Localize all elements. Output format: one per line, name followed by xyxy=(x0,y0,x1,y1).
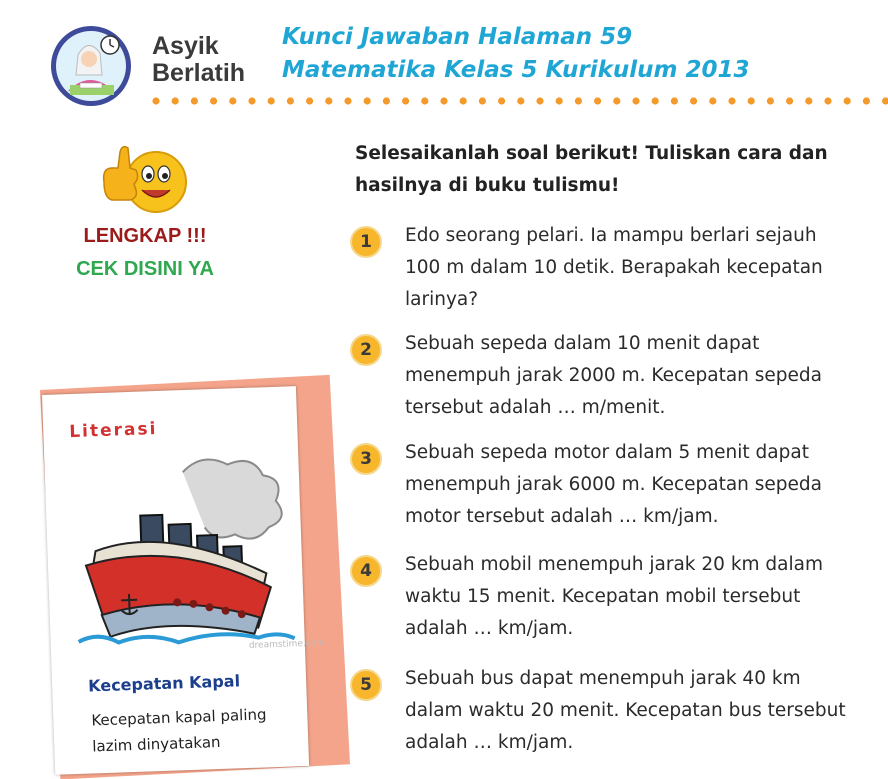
divider-dot xyxy=(824,97,831,104)
divider-dot xyxy=(748,97,755,104)
question-number-badge: 5 xyxy=(350,669,382,701)
promo-check-here-link[interactable]: CEK DISINI YA xyxy=(76,258,214,280)
divider-dot xyxy=(479,97,486,104)
divider-dot xyxy=(575,97,582,104)
divider-dot xyxy=(498,97,505,104)
divider-dot xyxy=(268,97,275,104)
divider-dot xyxy=(210,97,217,104)
divider-dot xyxy=(690,97,697,104)
promo-complete-text: LENGKAP !!! xyxy=(83,225,207,247)
divider-dot xyxy=(306,97,313,104)
divider-dot xyxy=(671,97,678,104)
divider-dot xyxy=(863,97,870,104)
divider-dot xyxy=(402,97,409,104)
image-watermark: dreamstime.com xyxy=(248,638,326,651)
question-number-badge: 2 xyxy=(350,334,382,366)
divider-dot xyxy=(152,97,159,104)
studying-girl-logo-icon xyxy=(50,25,132,107)
divider-dot xyxy=(172,97,179,104)
badge-title xyxy=(152,33,245,87)
ship-illustration xyxy=(52,448,326,656)
divider-dot xyxy=(709,97,716,104)
literacy-card xyxy=(42,386,326,775)
divider-dot xyxy=(191,97,198,104)
divider-dot xyxy=(440,97,447,104)
divider-dot xyxy=(460,97,467,104)
exercise-instruction: Selesaikanlah soal berikut! Tuliskan cara dan hasilnya di buku tulismu! xyxy=(355,143,828,196)
divider-dot xyxy=(556,97,563,104)
divider-dot xyxy=(364,97,371,104)
page-title-line-1: Kunci Jawaban Halaman 59 xyxy=(282,24,633,50)
question-number-badge: 3 xyxy=(350,443,382,475)
divider-dot xyxy=(767,97,774,104)
divider-dot xyxy=(805,97,812,104)
divider-dot xyxy=(248,97,255,104)
divider-dot xyxy=(383,97,390,104)
badge-line-2: Berlatih xyxy=(152,59,246,87)
dotted-divider xyxy=(150,94,888,108)
divider-dot xyxy=(229,97,236,104)
card-heading: Kecepatan Kapal xyxy=(87,671,241,696)
question-number-badge: 1 xyxy=(350,226,382,258)
literacy-label: Literasi xyxy=(68,419,158,443)
divider-dot xyxy=(325,97,332,104)
divider-dot xyxy=(882,97,888,104)
divider-dot xyxy=(632,97,639,104)
divider-dot xyxy=(344,97,351,104)
divider-dot xyxy=(844,97,851,104)
question-number-badge: 4 xyxy=(350,555,382,587)
thumbs-up-emoji-icon xyxy=(98,138,190,216)
question-text: Sebuah sepeda motor dalam 5 menit dapat menempuh jarak 6000 m. Kecepatan sepeda motor tersebut adalah … km/jam. xyxy=(405,442,823,527)
divider-dot xyxy=(652,97,659,104)
divider-dot xyxy=(613,97,620,104)
question-text: Edo seorang pelari. Ia mampu berlari sejauh 100 m dalam 10 detik. Berapakah kecepatan larinya? xyxy=(405,225,823,310)
divider-dot xyxy=(594,97,601,104)
divider-dot xyxy=(786,97,793,104)
divider-dot xyxy=(421,97,428,104)
question-text: Sebuah bus dapat menempuh jarak 40 km dalam waktu 20 menit. Kecepatan bus tersebut adalah … km/jam. xyxy=(405,668,846,753)
divider-dot xyxy=(517,97,524,104)
divider-dot xyxy=(536,97,543,104)
badge-line-1: Asyik xyxy=(152,32,219,60)
page-title-line-2: Matematika Kelas 5 Kurikulum 2013 xyxy=(282,57,750,83)
divider-dot xyxy=(287,97,294,104)
question-text: Sebuah sepeda dalam 10 menit dapat menempuh jarak 2000 m. Kecepatan sepeda tersebut adalah … m/menit. xyxy=(405,333,823,418)
question-text: Sebuah mobil menempuh jarak 20 km dalam waktu 15 menit. Kecepatan mobil tersebut adalah … km/jam. xyxy=(405,554,824,639)
divider-dot xyxy=(728,97,735,104)
card-body-text: Kecepatan kapal paling lazim dinyatakan xyxy=(91,705,267,756)
